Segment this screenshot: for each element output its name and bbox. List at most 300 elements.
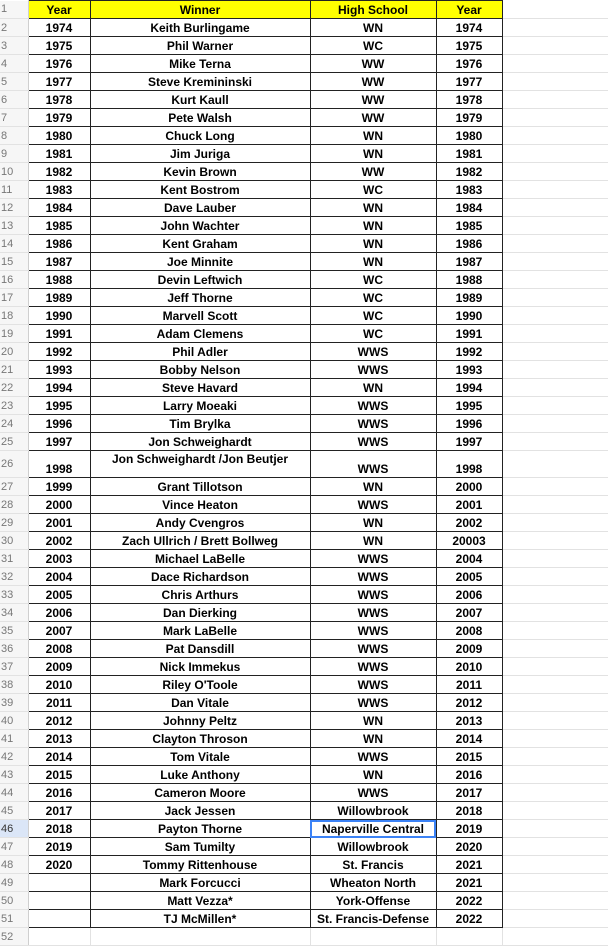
cell-year-2[interactable]: 1980 xyxy=(436,127,502,145)
row-number[interactable]: 6 xyxy=(0,91,28,109)
cell-year[interactable]: 1986 xyxy=(28,235,90,253)
cell-year[interactable]: 1996 xyxy=(28,415,90,433)
cell-winner[interactable]: Chuck Long xyxy=(90,127,310,145)
row-number[interactable]: 7 xyxy=(0,109,28,127)
row-number[interactable]: 15 xyxy=(0,253,28,271)
cell-high-school[interactable]: WWS xyxy=(310,658,436,676)
cell-winner[interactable]: Payton Thorne xyxy=(90,820,310,838)
row-number[interactable]: 18 xyxy=(0,307,28,325)
cell-year[interactable] xyxy=(28,910,90,928)
cell-winner[interactable]: Zach Ullrich / Brett Bollweg xyxy=(90,532,310,550)
cell-year[interactable]: 1976 xyxy=(28,55,90,73)
row-number[interactable]: 9 xyxy=(0,145,28,163)
cell-winner[interactable]: Larry Moeaki xyxy=(90,397,310,415)
cell-year-2[interactable]: 2015 xyxy=(436,748,502,766)
cell-year-2[interactable]: 2002 xyxy=(436,514,502,532)
empty-cell[interactable] xyxy=(502,379,608,397)
cell-year[interactable]: 1985 xyxy=(28,217,90,235)
cell-year-2[interactable]: 1978 xyxy=(436,91,502,109)
cell-year[interactable]: 2020 xyxy=(28,856,90,874)
cell-high-school[interactable]: WC xyxy=(310,307,436,325)
empty-cell[interactable] xyxy=(502,37,608,55)
row-number[interactable]: 10 xyxy=(0,163,28,181)
cell-year-2[interactable]: 2007 xyxy=(436,604,502,622)
empty-cell[interactable] xyxy=(502,127,608,145)
cell-high-school[interactable]: WWS xyxy=(310,343,436,361)
cell-year-2[interactable]: 1975 xyxy=(436,37,502,55)
cell-year-2[interactable]: 1998 xyxy=(436,451,502,478)
cell-winner[interactable]: Phil Adler xyxy=(90,343,310,361)
row-number[interactable]: 1 xyxy=(0,1,28,19)
empty-cell[interactable] xyxy=(502,748,608,766)
cell-winner[interactable]: Kent Graham xyxy=(90,235,310,253)
empty-cell[interactable] xyxy=(502,658,608,676)
row-number[interactable]: 16 xyxy=(0,271,28,289)
cell-year[interactable]: 2011 xyxy=(28,694,90,712)
cell-year[interactable]: 2000 xyxy=(28,496,90,514)
cell-winner[interactable]: Mike Terna xyxy=(90,55,310,73)
cell-year[interactable]: 1981 xyxy=(28,145,90,163)
cell-winner[interactable]: Mark Forcucci xyxy=(90,874,310,892)
cell-high-school[interactable]: WN xyxy=(310,730,436,748)
cell-high-school[interactable]: WC xyxy=(310,289,436,307)
cell-year-2[interactable]: 2018 xyxy=(436,802,502,820)
cell-year-2[interactable]: 2022 xyxy=(436,892,502,910)
row-number[interactable]: 25 xyxy=(0,433,28,451)
row-number[interactable]: 51 xyxy=(0,910,28,928)
cell-year[interactable]: 1974 xyxy=(28,19,90,37)
empty-cell[interactable] xyxy=(502,514,608,532)
cell-year[interactable]: 1979 xyxy=(28,109,90,127)
empty-cell[interactable] xyxy=(502,928,608,946)
row-number[interactable]: 21 xyxy=(0,361,28,379)
cell-year-2[interactable]: 1984 xyxy=(436,199,502,217)
cell-winner[interactable]: Steve Kremininski xyxy=(90,73,310,91)
cell-winner[interactable]: Mark LaBelle xyxy=(90,622,310,640)
cell-year-2[interactable]: 1997 xyxy=(436,433,502,451)
empty-cell[interactable] xyxy=(502,109,608,127)
empty-cell[interactable] xyxy=(502,163,608,181)
row-number[interactable]: 12 xyxy=(0,199,28,217)
row-number[interactable]: 29 xyxy=(0,514,28,532)
empty-cell[interactable] xyxy=(502,19,608,37)
cell-year-2[interactable] xyxy=(436,928,502,946)
cell-year[interactable] xyxy=(28,874,90,892)
empty-cell[interactable] xyxy=(502,712,608,730)
row-number[interactable]: 37 xyxy=(0,658,28,676)
cell-year-2[interactable]: 1982 xyxy=(436,163,502,181)
empty-cell[interactable] xyxy=(502,1,608,19)
cell-winner[interactable]: Clayton Throson xyxy=(90,730,310,748)
empty-cell[interactable] xyxy=(502,622,608,640)
empty-cell[interactable] xyxy=(502,694,608,712)
cell-year-2[interactable]: 2020 xyxy=(436,838,502,856)
cell-winner[interactable]: Jim Juriga xyxy=(90,145,310,163)
cell-high-school[interactable]: WC xyxy=(310,271,436,289)
row-number[interactable]: 17 xyxy=(0,289,28,307)
cell-year-2[interactable]: 1986 xyxy=(436,235,502,253)
cell-year[interactable] xyxy=(28,928,90,946)
cell-high-school[interactable]: St. Francis-Defense xyxy=(310,910,436,928)
empty-cell[interactable] xyxy=(502,676,608,694)
cell-high-school[interactable]: WC xyxy=(310,325,436,343)
row-number[interactable]: 44 xyxy=(0,784,28,802)
cell-year-2[interactable]: 1989 xyxy=(436,289,502,307)
empty-cell[interactable] xyxy=(502,604,608,622)
empty-cell[interactable] xyxy=(502,55,608,73)
cell-year[interactable]: 1982 xyxy=(28,163,90,181)
empty-cell[interactable] xyxy=(502,910,608,928)
cell-high-school[interactable]: WW xyxy=(310,73,436,91)
row-number[interactable]: 36 xyxy=(0,640,28,658)
row-number[interactable]: 24 xyxy=(0,415,28,433)
empty-cell[interactable] xyxy=(502,145,608,163)
row-number[interactable]: 8 xyxy=(0,127,28,145)
cell-winner[interactable]: Jack Jessen xyxy=(90,802,310,820)
header-year[interactable]: Year xyxy=(28,1,90,19)
cell-winner[interactable]: Bobby Nelson xyxy=(90,361,310,379)
cell-year-2[interactable]: 2009 xyxy=(436,640,502,658)
cell-year[interactable]: 1978 xyxy=(28,91,90,109)
cell-winner[interactable]: Pat Dansdill xyxy=(90,640,310,658)
cell-high-school[interactable]: WN xyxy=(310,235,436,253)
cell-year-2[interactable]: 1990 xyxy=(436,307,502,325)
empty-cell[interactable] xyxy=(502,235,608,253)
header-winner[interactable]: Winner xyxy=(90,1,310,19)
cell-high-school[interactable]: WW xyxy=(310,55,436,73)
cell-year[interactable]: 1987 xyxy=(28,253,90,271)
cell-winner[interactable]: TJ McMillen* xyxy=(90,910,310,928)
empty-cell[interactable] xyxy=(502,433,608,451)
cell-year[interactable]: 2014 xyxy=(28,748,90,766)
cell-winner[interactable]: Johnny Peltz xyxy=(90,712,310,730)
cell-year-2[interactable]: 1974 xyxy=(436,19,502,37)
empty-cell[interactable] xyxy=(502,838,608,856)
cell-high-school[interactable]: WWS xyxy=(310,496,436,514)
row-number[interactable]: 33 xyxy=(0,586,28,604)
empty-cell[interactable] xyxy=(502,307,608,325)
cell-winner[interactable]: Keith Burlingame xyxy=(90,19,310,37)
cell-year[interactable]: 2003 xyxy=(28,550,90,568)
empty-cell[interactable] xyxy=(502,766,608,784)
cell-year-2[interactable]: 2004 xyxy=(436,550,502,568)
cell-winner[interactable]: Adam Clemens xyxy=(90,325,310,343)
empty-cell[interactable] xyxy=(502,874,608,892)
row-number[interactable]: 50 xyxy=(0,892,28,910)
cell-year-2[interactable]: 2006 xyxy=(436,586,502,604)
cell-high-school[interactable]: WWS xyxy=(310,640,436,658)
row-number[interactable]: 48 xyxy=(0,856,28,874)
row-number[interactable]: 27 xyxy=(0,478,28,496)
cell-high-school[interactable]: WN xyxy=(310,514,436,532)
cell-year-2[interactable]: 1991 xyxy=(436,325,502,343)
row-number[interactable]: 23 xyxy=(0,397,28,415)
cell-high-school[interactable]: WN xyxy=(310,253,436,271)
cell-year-2[interactable]: 2017 xyxy=(436,784,502,802)
empty-cell[interactable] xyxy=(502,568,608,586)
cell-winner[interactable]: Dan Vitale xyxy=(90,694,310,712)
row-number[interactable]: 30 xyxy=(0,532,28,550)
cell-winner[interactable]: Pete Walsh xyxy=(90,109,310,127)
row-number[interactable]: 52 xyxy=(0,928,28,946)
empty-cell[interactable] xyxy=(502,532,608,550)
cell-year-2[interactable]: 1995 xyxy=(436,397,502,415)
cell-year[interactable]: 1992 xyxy=(28,343,90,361)
cell-year[interactable]: 1984 xyxy=(28,199,90,217)
cell-year[interactable]: 2013 xyxy=(28,730,90,748)
empty-cell[interactable] xyxy=(502,820,608,838)
cell-high-school[interactable]: WWS xyxy=(310,784,436,802)
empty-cell[interactable] xyxy=(502,199,608,217)
cell-winner[interactable]: Marvell Scott xyxy=(90,307,310,325)
cell-year-2[interactable]: 1976 xyxy=(436,55,502,73)
empty-cell[interactable] xyxy=(502,325,608,343)
cell-year[interactable]: 2004 xyxy=(28,568,90,586)
cell-winner[interactable]: John Wachter xyxy=(90,217,310,235)
cell-high-school[interactable]: WN xyxy=(310,199,436,217)
row-number[interactable]: 2 xyxy=(0,19,28,37)
row-number[interactable]: 42 xyxy=(0,748,28,766)
row-number[interactable]: 34 xyxy=(0,604,28,622)
cell-winner[interactable]: Chris Arthurs xyxy=(90,586,310,604)
header-high-school[interactable]: High School xyxy=(310,1,436,19)
row-number[interactable]: 38 xyxy=(0,676,28,694)
cell-year-2[interactable]: 1996 xyxy=(436,415,502,433)
cell-year-2[interactable]: 2013 xyxy=(436,712,502,730)
empty-cell[interactable] xyxy=(502,856,608,874)
empty-cell[interactable] xyxy=(502,784,608,802)
cell-high-school[interactable]: WWS xyxy=(310,361,436,379)
cell-high-school[interactable]: WWS xyxy=(310,676,436,694)
cell-high-school[interactable]: WW xyxy=(310,91,436,109)
cell-winner[interactable]: Kevin Brown xyxy=(90,163,310,181)
cell-high-school[interactable]: WN xyxy=(310,379,436,397)
row-number[interactable]: 5 xyxy=(0,73,28,91)
cell-year-2[interactable]: 2022 xyxy=(436,910,502,928)
cell-year[interactable]: 2009 xyxy=(28,658,90,676)
empty-cell[interactable] xyxy=(502,802,608,820)
empty-cell[interactable] xyxy=(502,730,608,748)
cell-winner[interactable]: Jon Schweighardt xyxy=(90,433,310,451)
cell-high-school[interactable]: WW xyxy=(310,109,436,127)
row-number[interactable]: 46 xyxy=(0,820,28,838)
cell-high-school[interactable]: WWS xyxy=(310,415,436,433)
cell-year[interactable]: 1975 xyxy=(28,37,90,55)
cell-high-school[interactable]: York-Offense xyxy=(310,892,436,910)
row-number[interactable]: 35 xyxy=(0,622,28,640)
cell-year-2[interactable]: 1988 xyxy=(436,271,502,289)
cell-high-school[interactable] xyxy=(310,928,436,946)
cell-year-2[interactable]: 1985 xyxy=(436,217,502,235)
cell-year-2[interactable]: 1979 xyxy=(436,109,502,127)
cell-year[interactable]: 2018 xyxy=(28,820,90,838)
cell-winner[interactable]: Riley O'Toole xyxy=(90,676,310,694)
cell-high-school[interactable]: Willowbrook xyxy=(310,802,436,820)
cell-high-school[interactable]: WWS xyxy=(310,550,436,568)
cell-winner[interactable]: Vince Heaton xyxy=(90,496,310,514)
cell-year[interactable]: 2017 xyxy=(28,802,90,820)
empty-cell[interactable] xyxy=(502,217,608,235)
cell-winner[interactable]: Sam Tumilty xyxy=(90,838,310,856)
row-number[interactable]: 28 xyxy=(0,496,28,514)
empty-cell[interactable] xyxy=(502,451,608,478)
cell-winner[interactable]: Tom Vitale xyxy=(90,748,310,766)
row-number[interactable]: 11 xyxy=(0,181,28,199)
cell-winner[interactable]: Matt Vezza* xyxy=(90,892,310,910)
row-number[interactable]: 49 xyxy=(0,874,28,892)
cell-year-2[interactable]: 1981 xyxy=(436,145,502,163)
cell-year[interactable]: 1990 xyxy=(28,307,90,325)
cell-high-school[interactable]: Wheaton North xyxy=(310,874,436,892)
empty-cell[interactable] xyxy=(502,271,608,289)
row-number[interactable]: 13 xyxy=(0,217,28,235)
cell-high-school[interactable]: WWS xyxy=(310,694,436,712)
cell-year[interactable]: 2007 xyxy=(28,622,90,640)
cell-year-2[interactable]: 2021 xyxy=(436,874,502,892)
cell-year[interactable]: 1995 xyxy=(28,397,90,415)
row-number[interactable]: 43 xyxy=(0,766,28,784)
cell-high-school[interactable]: WWS xyxy=(310,568,436,586)
cell-winner[interactable]: Tim Brylka xyxy=(90,415,310,433)
cell-year-2[interactable]: 2005 xyxy=(436,568,502,586)
cell-year[interactable]: 2006 xyxy=(28,604,90,622)
cell-winner[interactable]: Kurt Kaull xyxy=(90,91,310,109)
cell-high-school[interactable]: WWS xyxy=(310,433,436,451)
cell-high-school[interactable]: WWS xyxy=(310,586,436,604)
cell-high-school[interactable]: St. Francis xyxy=(310,856,436,874)
row-number[interactable]: 40 xyxy=(0,712,28,730)
cell-year[interactable]: 1998 xyxy=(28,451,90,478)
cell-year-2[interactable]: 2010 xyxy=(436,658,502,676)
cell-year[interactable]: 1988 xyxy=(28,271,90,289)
cell-winner[interactable]: Grant Tillotson xyxy=(90,478,310,496)
empty-cell[interactable] xyxy=(502,361,608,379)
cell-high-school[interactable]: WN xyxy=(310,478,436,496)
header-year-2[interactable]: Year xyxy=(436,1,502,19)
cell-year[interactable]: 1997 xyxy=(28,433,90,451)
row-number[interactable]: 41 xyxy=(0,730,28,748)
cell-year[interactable]: 2016 xyxy=(28,784,90,802)
row-number[interactable]: 19 xyxy=(0,325,28,343)
cell-high-school[interactable]: WWS xyxy=(310,622,436,640)
row-number[interactable]: 26 xyxy=(0,451,28,478)
cell-high-school[interactable]: WWS xyxy=(310,397,436,415)
empty-cell[interactable] xyxy=(502,289,608,307)
cell-high-school[interactable]: WN xyxy=(310,127,436,145)
cell-high-school[interactable]: WC xyxy=(310,37,436,55)
cell-year[interactable]: 2012 xyxy=(28,712,90,730)
cell-year[interactable]: 2015 xyxy=(28,766,90,784)
cell-year-2[interactable]: 1994 xyxy=(436,379,502,397)
cell-year[interactable]: 1991 xyxy=(28,325,90,343)
cell-year[interactable]: 2008 xyxy=(28,640,90,658)
cell-high-school[interactable]: WW xyxy=(310,163,436,181)
cell-high-school[interactable]: WWS xyxy=(310,604,436,622)
cell-winner[interactable]: Kent Bostrom xyxy=(90,181,310,199)
cell-winner[interactable]: Dave Lauber xyxy=(90,199,310,217)
row-number[interactable]: 32 xyxy=(0,568,28,586)
cell-year-2[interactable]: 2000 xyxy=(436,478,502,496)
cell-year-2[interactable]: 1977 xyxy=(436,73,502,91)
cell-year[interactable]: 2010 xyxy=(28,676,90,694)
cell-year-2[interactable]: 2021 xyxy=(436,856,502,874)
empty-cell[interactable] xyxy=(502,550,608,568)
cell-year[interactable]: 1983 xyxy=(28,181,90,199)
cell-high-school[interactable]: WN xyxy=(310,766,436,784)
empty-cell[interactable] xyxy=(502,91,608,109)
cell-high-school[interactable]: WC xyxy=(310,181,436,199)
cell-year[interactable]: 2002 xyxy=(28,532,90,550)
cell-winner[interactable]: Devin Leftwich xyxy=(90,271,310,289)
empty-cell[interactable] xyxy=(502,253,608,271)
cell-year-2[interactable]: 2014 xyxy=(436,730,502,748)
empty-cell[interactable] xyxy=(502,397,608,415)
cell-high-school[interactable]: Willowbrook xyxy=(310,838,436,856)
cell-winner[interactable]: Phil Warner xyxy=(90,37,310,55)
cell-year[interactable]: 1977 xyxy=(28,73,90,91)
empty-cell[interactable] xyxy=(502,343,608,361)
cell-year[interactable] xyxy=(28,892,90,910)
cell-winner[interactable]: Andy Cvengros xyxy=(90,514,310,532)
empty-cell[interactable] xyxy=(502,73,608,91)
cell-year-2[interactable]: 2019 xyxy=(436,820,502,838)
cell-winner[interactable] xyxy=(90,928,310,946)
empty-cell[interactable] xyxy=(502,892,608,910)
cell-year[interactable]: 1994 xyxy=(28,379,90,397)
empty-cell[interactable] xyxy=(502,586,608,604)
cell-high-school[interactable]: WN xyxy=(310,712,436,730)
row-number[interactable]: 20 xyxy=(0,343,28,361)
cell-winner[interactable]: Michael LaBelle xyxy=(90,550,310,568)
cell-winner[interactable]: Tommy Rittenhouse xyxy=(90,856,310,874)
cell-winner[interactable]: Cameron Moore xyxy=(90,784,310,802)
cell-high-school[interactable]: WN xyxy=(310,532,436,550)
empty-cell[interactable] xyxy=(502,415,608,433)
empty-cell[interactable] xyxy=(502,496,608,514)
cell-high-school[interactable]: WN xyxy=(310,19,436,37)
cell-winner[interactable]: Dan Dierking xyxy=(90,604,310,622)
cell-winner[interactable]: Nick Immekus xyxy=(90,658,310,676)
empty-cell[interactable] xyxy=(502,640,608,658)
cell-winner[interactable]: Jeff Thorne xyxy=(90,289,310,307)
cell-year-2[interactable]: 1987 xyxy=(436,253,502,271)
cell-winner[interactable]: Jon Schweighardt /Jon Beutjer xyxy=(90,451,310,478)
empty-cell[interactable] xyxy=(502,478,608,496)
cell-year-2[interactable]: 2011 xyxy=(436,676,502,694)
row-number[interactable]: 45 xyxy=(0,802,28,820)
cell-year[interactable]: 2019 xyxy=(28,838,90,856)
row-number[interactable]: 22 xyxy=(0,379,28,397)
cell-high-school[interactable]: WWS xyxy=(310,748,436,766)
cell-winner[interactable]: Luke Anthony xyxy=(90,766,310,784)
cell-high-school[interactable]: WN xyxy=(310,145,436,163)
cell-year[interactable]: 2005 xyxy=(28,586,90,604)
cell-year-2[interactable]: 1992 xyxy=(436,343,502,361)
cell-year-2[interactable]: 1993 xyxy=(436,361,502,379)
row-number[interactable]: 39 xyxy=(0,694,28,712)
cell-winner[interactable]: Steve Havard xyxy=(90,379,310,397)
row-number[interactable]: 3 xyxy=(0,37,28,55)
cell-year[interactable]: 2001 xyxy=(28,514,90,532)
cell-high-school[interactable]: WN xyxy=(310,217,436,235)
cell-year-2[interactable]: 2001 xyxy=(436,496,502,514)
cell-year-2[interactable]: 1983 xyxy=(436,181,502,199)
cell-year-2[interactable]: 2012 xyxy=(436,694,502,712)
row-number[interactable]: 47 xyxy=(0,838,28,856)
cell-winner[interactable]: Dace Richardson xyxy=(90,568,310,586)
row-number[interactable]: 14 xyxy=(0,235,28,253)
cell-year[interactable]: 1999 xyxy=(28,478,90,496)
